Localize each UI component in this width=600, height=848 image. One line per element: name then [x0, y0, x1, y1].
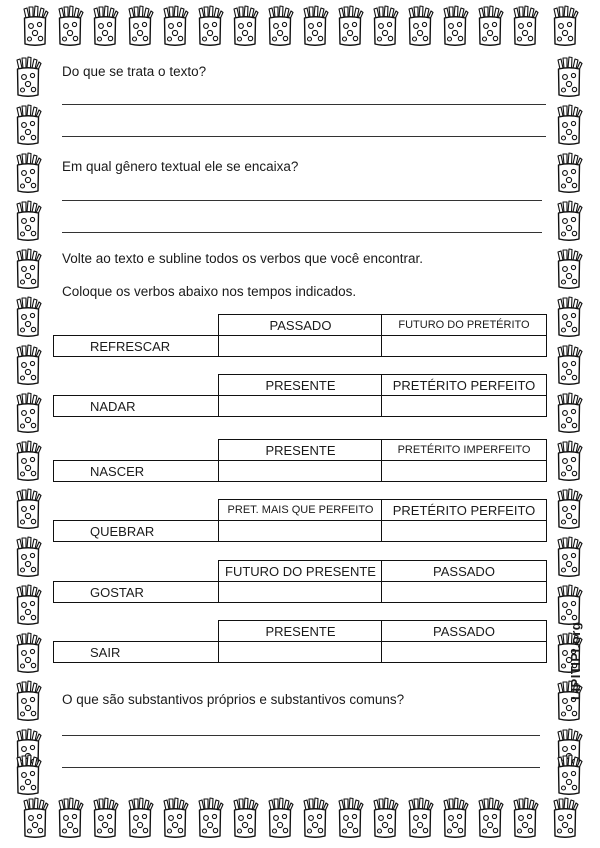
pencil-cup-icon — [441, 797, 469, 839]
verb-cell: NASCER — [53, 460, 220, 482]
pencil-cup-icon — [441, 5, 469, 47]
pencil-cup-icon — [266, 5, 294, 47]
pencil-cup-icon — [301, 797, 329, 839]
pencil-cup-icon — [555, 754, 583, 796]
pencil-cup-icon — [56, 797, 84, 839]
pencil-cup-icon — [371, 797, 399, 839]
answer-cell[interactable] — [381, 335, 547, 357]
pencil-cup-icon — [336, 797, 364, 839]
pencil-cup-icon — [126, 797, 154, 839]
pencil-cup-icon — [555, 392, 583, 434]
tense-header: PRET. MAIS QUE PERFEITO — [218, 499, 383, 521]
pencil-cup-icon — [555, 344, 583, 386]
pencil-cup-icon — [14, 152, 42, 194]
pencil-cup-icon — [555, 488, 583, 530]
pencil-cup-icon — [14, 584, 42, 626]
question-5: O que são substantivos próprios e substantivos comuns? — [62, 692, 405, 707]
answer-cell[interactable] — [381, 395, 547, 417]
tense-header: PASSADO — [381, 620, 547, 642]
pencil-cup-icon — [14, 680, 42, 722]
pencil-cup-icon — [555, 104, 583, 146]
pencil-cup-icon — [126, 5, 154, 47]
pencil-cup-icon — [14, 200, 42, 242]
pencil-cup-icon — [14, 632, 42, 674]
verb-cell: REFRESCAR — [53, 335, 220, 357]
verb-cell: GOSTAR — [53, 581, 220, 603]
tense-header: PASSADO — [381, 560, 547, 582]
answer-cell[interactable] — [218, 520, 383, 542]
answer-cell[interactable] — [218, 395, 383, 417]
pencil-cup-icon — [551, 797, 579, 839]
tense-header: PRETÉRITO PERFEITO — [381, 374, 547, 396]
pencil-cup-icon — [14, 104, 42, 146]
answer-line — [62, 104, 546, 105]
pencil-cup-icon — [371, 5, 399, 47]
pencil-cup-icon — [14, 488, 42, 530]
pencil-cup-icon — [511, 5, 539, 47]
pencil-cup-icon — [14, 536, 42, 578]
question-2: Em qual gênero textual ele se encaixa? — [62, 159, 299, 174]
pencil-cup-icon — [56, 5, 84, 47]
pencil-cup-icon — [406, 5, 434, 47]
pencil-cup-icon — [196, 797, 224, 839]
pencil-cup-icon — [196, 5, 224, 47]
pencil-cup-icon — [231, 5, 259, 47]
pencil-cup-icon — [511, 797, 539, 839]
tense-header: FUTURO DO PRESENTE — [218, 560, 383, 582]
tense-header: PRESENTE — [218, 439, 383, 461]
question-3: Volte ao texto e subline todos os verbos que você encontrar. — [62, 251, 423, 266]
answer-cell[interactable] — [218, 335, 383, 357]
pencil-cup-icon — [14, 56, 42, 98]
tense-header: FUTURO DO PRETÉRITO — [381, 314, 547, 336]
answer-cell[interactable] — [381, 460, 547, 482]
answer-line — [62, 232, 542, 233]
pencil-cup-icon — [476, 5, 504, 47]
pencil-cup-icon — [14, 248, 42, 290]
answer-line — [62, 200, 542, 201]
pencil-cup-icon — [336, 5, 364, 47]
pencil-cup-icon — [555, 200, 583, 242]
tense-header: PRETÉRITO IMPERFEITO — [381, 439, 547, 461]
pencil-cup-icon — [555, 56, 583, 98]
answer-cell[interactable] — [218, 460, 383, 482]
question-4: Coloque os verbos abaixo nos tempos indicados. — [62, 284, 357, 299]
verb-cell: QUEBRAR — [53, 520, 220, 542]
tense-header: PRESENTE — [218, 374, 383, 396]
answer-line — [62, 136, 546, 137]
answer-cell[interactable] — [381, 581, 547, 603]
answer-cell[interactable] — [218, 641, 383, 663]
pencil-cup-icon — [555, 536, 583, 578]
pencil-cup-icon — [21, 5, 49, 47]
tense-header: PRETÉRITO PERFEITO — [381, 499, 547, 521]
pencil-cup-icon — [14, 392, 42, 434]
answer-line — [62, 735, 540, 736]
pencil-cup-icon — [266, 797, 294, 839]
pencil-cup-icon — [161, 797, 189, 839]
pencil-cup-icon — [301, 5, 329, 47]
pencil-cup-icon — [161, 5, 189, 47]
pencil-cup-icon — [555, 152, 583, 194]
pencil-cup-icon — [476, 797, 504, 839]
pencil-cup-icon — [551, 5, 579, 47]
tense-header: PRESENTE — [218, 620, 383, 642]
pencil-cup-icon — [555, 296, 583, 338]
pencil-cup-icon — [91, 5, 119, 47]
answer-line — [62, 767, 540, 768]
question-1: Do que se trata o texto? — [62, 64, 207, 79]
pencil-cup-icon — [14, 754, 42, 796]
tense-header: PASSADO — [218, 314, 383, 336]
pencil-cup-icon — [14, 440, 42, 482]
pencil-cup-icon — [406, 797, 434, 839]
pencil-cup-icon — [231, 797, 259, 839]
answer-cell[interactable] — [381, 641, 547, 663]
pencil-cup-icon — [14, 296, 42, 338]
pencil-cup-icon — [14, 344, 42, 386]
pencil-cup-icon — [21, 797, 49, 839]
answer-cell[interactable] — [381, 520, 547, 542]
pencil-cup-icon — [555, 440, 583, 482]
answer-cell[interactable] — [218, 581, 383, 603]
verb-cell: SAIR — [53, 641, 220, 663]
pencil-cup-icon — [91, 797, 119, 839]
verb-cell: NADAR — [53, 395, 220, 417]
site-watermark: LIPITIPI.org — [568, 621, 583, 700]
pencil-cup-icon — [555, 248, 583, 290]
